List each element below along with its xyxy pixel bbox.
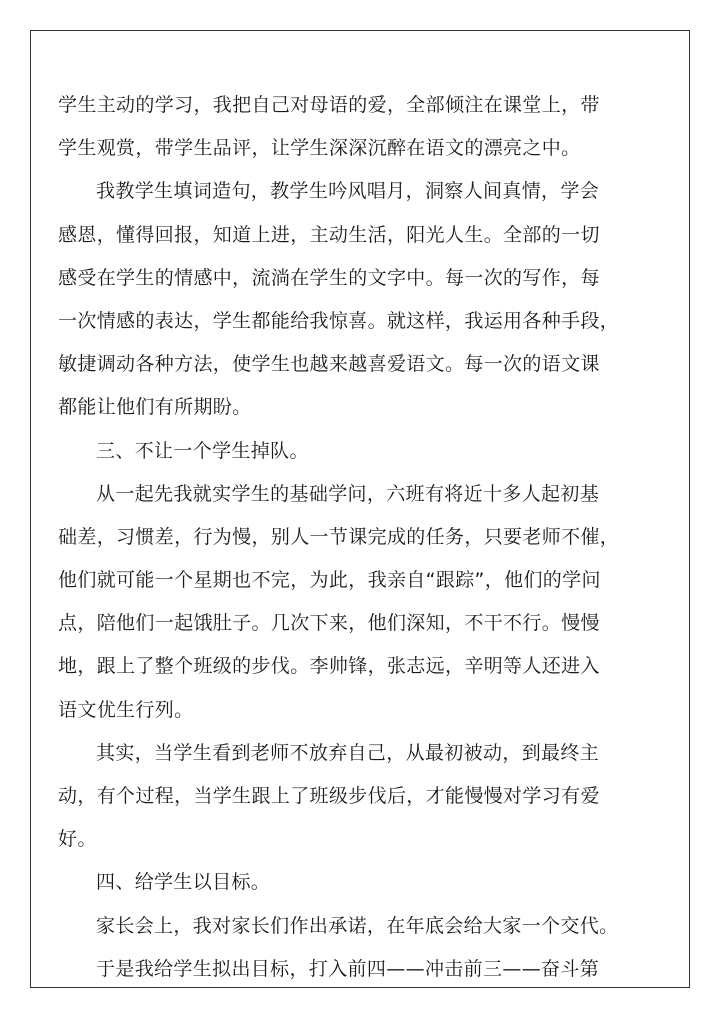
text-line: 感受在学生的情感中，流淌在学生的文字中。每一次的写作，每 [58,266,600,289]
text-line: 语文优生行列。 [58,698,194,721]
text-line: 好。 [58,828,97,851]
text-line: 动，有个过程，当学生跟上了班级步伐后，才能慢慢对学习有爱 [58,785,600,807]
text-line: 他们就可能一个星期也不完，为此，我亲自“跟踪”，他们的学问 [58,569,601,592]
text-line: 感恩，懂得回报，知道上进，主动生活，阳光人生。全部的一切 [58,223,600,246]
text-line: 础差，习惯差，行为慢，别人一节课完成的任务，只要老师不催， [58,525,620,548]
section-heading: 四、给学生以目标。 [96,871,271,894]
text-line: 点，陪他们一起饿肚子。几次下来，他们深知，不干不行。慢慢 [58,612,600,635]
paragraph-start-line: 家长会上，我对家长们作出承诺，在年底会给大家一个交代。 [96,914,619,937]
paragraph-start-line: 从一起先我就实学生的基础学问，六班有将近十多人起初基 [96,482,600,505]
paragraph-start-line: 于是我给学生拟出目标，打入前四——冲击前三——奋斗第 [96,957,600,980]
paragraph-start-line: 我教学生填词造句，教学生吟风唱月，洞察人间真情，学会 [96,180,600,203]
text-line: 学生主动的学习，我把自己对母语的爱，全部倾注在课堂上，带 [58,94,600,116]
paragraph-start-line: 其实，当学生看到老师不放弃自己，从最初被动，到最终主 [96,741,600,764]
text-line: 敏捷调动各种方法，使学生也越来越喜爱语文。每一次的语文课 [58,353,600,376]
section-heading: 三、不让一个学生掉队。 [96,439,309,462]
text-line: 一次情感的表达，学生都能给我惊喜。就这样，我运用各种手段， [58,309,620,332]
text-line: 地，跟上了整个班级的步伐。李帅锋，张志远，辛明等人还进入 [58,655,600,678]
text-line: 学生观赏，带学生品评，让学生深深沉醉在语文的漂亮之中。 [58,137,581,160]
text-line: 都能让他们有所期盼。 [58,396,252,419]
document-body [58,84,662,991]
